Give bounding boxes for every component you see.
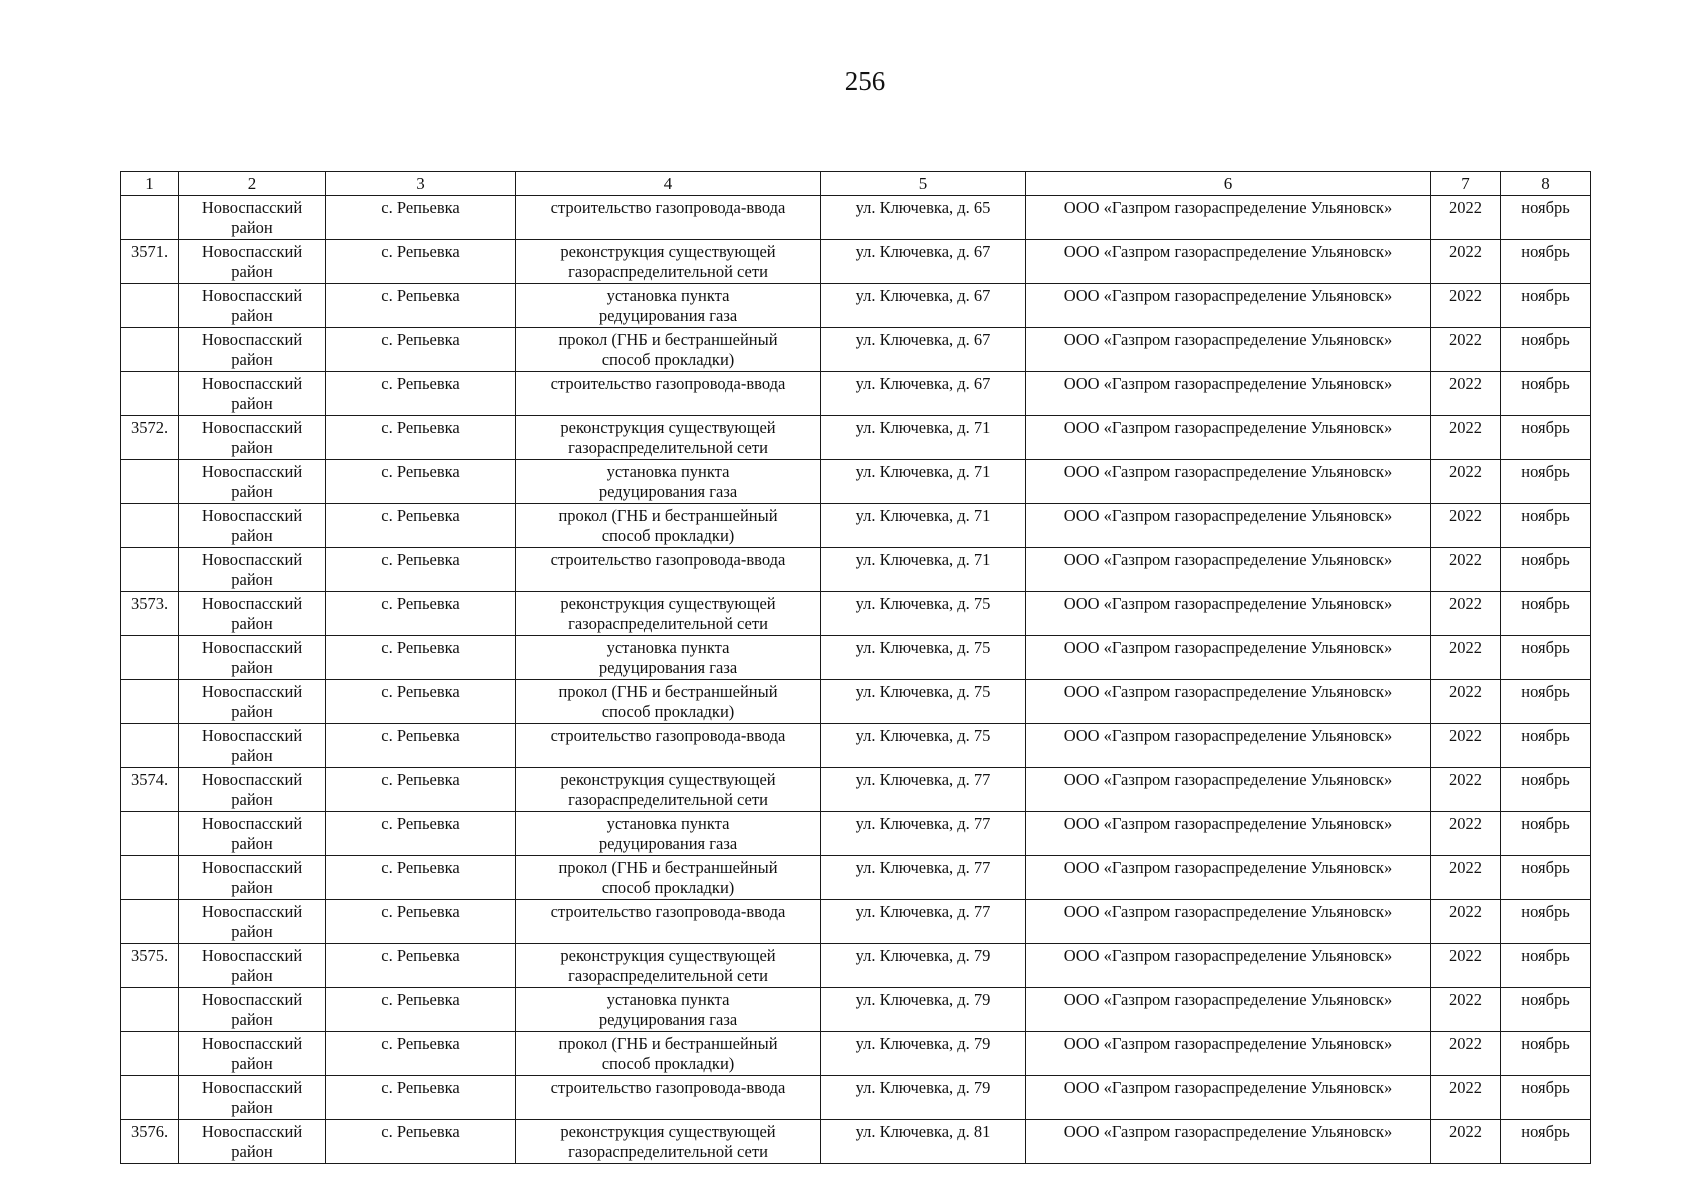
work-type-cell-line: установка пункта <box>606 638 730 657</box>
year-cell: 2022 <box>1431 680 1501 724</box>
month-cell: ноябрь <box>1501 592 1591 636</box>
year-cell: 2022 <box>1431 460 1501 504</box>
work-type-cell-line: прокол (ГНБ и бестраншейный <box>558 330 778 349</box>
month-cell: ноябрь <box>1501 1076 1591 1120</box>
year-cell: 2022 <box>1431 240 1501 284</box>
locality-cell: с. Репьевка <box>326 900 516 944</box>
locality-cell: с. Репьевка <box>326 372 516 416</box>
work-type-cell-line: строительство газопровода-ввода <box>550 902 786 921</box>
work-type-cell-line: реконструкция существующей <box>560 594 776 613</box>
address-cell: ул. Ключевка, д. 67 <box>821 328 1026 372</box>
district-cell-line: район <box>231 1054 273 1073</box>
address-cell: ул. Ключевка, д. 75 <box>821 724 1026 768</box>
column-header: 8 <box>1501 172 1591 196</box>
district-cell-line: Новоспасский <box>201 990 303 1009</box>
work-type-cell <box>516 328 821 372</box>
address-cell: ул. Ключевка, д. 79 <box>821 944 1026 988</box>
address-cell: ул. Ключевка, д. 71 <box>821 416 1026 460</box>
work-type-cell-line: газораспределительной сети <box>568 614 768 633</box>
district-cell <box>179 196 326 240</box>
district-cell-line: Новоспасский <box>201 814 303 833</box>
row-number-cell <box>121 196 179 240</box>
district-cell <box>179 1076 326 1120</box>
organization-cell: ООО «Газпром газораспределение Ульяновск» <box>1026 504 1431 548</box>
column-header: 7 <box>1431 172 1501 196</box>
work-type-cell-line: строительство газопровода-ввода <box>550 1078 786 1097</box>
row-number-cell <box>121 328 179 372</box>
district-cell-line: Новоспасский <box>201 462 303 481</box>
row-number-cell <box>121 988 179 1032</box>
month-cell: ноябрь <box>1501 372 1591 416</box>
year-cell: 2022 <box>1431 504 1501 548</box>
locality-cell: с. Репьевка <box>326 812 516 856</box>
year-cell: 2022 <box>1431 768 1501 812</box>
district-cell-line: Новоспасский <box>201 638 303 657</box>
column-header: 1 <box>121 172 179 196</box>
district-cell-line: район <box>231 262 273 281</box>
address-cell: ул. Ключевка, д. 67 <box>821 240 1026 284</box>
address-cell: ул. Ключевка, д. 81 <box>821 1120 1026 1164</box>
address-cell: ул. Ключевка, д. 77 <box>821 900 1026 944</box>
organization-cell: ООО «Газпром газораспределение Ульяновск» <box>1026 196 1431 240</box>
district-cell-line: район <box>231 570 273 589</box>
month-cell: ноябрь <box>1501 548 1591 592</box>
row-number-cell: 3572. <box>121 416 179 460</box>
address-cell: ул. Ключевка, д. 77 <box>821 812 1026 856</box>
work-type-cell-line: газораспределительной сети <box>568 1142 768 1161</box>
year-cell: 2022 <box>1431 812 1501 856</box>
year-cell: 2022 <box>1431 328 1501 372</box>
table-row <box>121 196 1591 240</box>
work-type-cell-line: газораспределительной сети <box>568 438 768 457</box>
work-type-cell <box>516 284 821 328</box>
work-type-cell-line: редуцирования газа <box>598 482 738 501</box>
work-type-cell <box>516 460 821 504</box>
work-type-cell <box>516 372 821 416</box>
address-cell: ул. Ключевка, д. 65 <box>821 196 1026 240</box>
table-row <box>121 240 1591 284</box>
district-cell-line: район <box>231 614 273 633</box>
locality-cell: с. Репьевка <box>326 504 516 548</box>
table-row <box>121 548 1591 592</box>
district-cell <box>179 812 326 856</box>
month-cell: ноябрь <box>1501 240 1591 284</box>
district-cell-line: район <box>231 1010 273 1029</box>
district-cell-line: район <box>231 394 273 413</box>
month-cell: ноябрь <box>1501 460 1591 504</box>
work-type-cell-line: реконструкция существующей <box>560 1122 776 1141</box>
address-cell: ул. Ключевка, д. 67 <box>821 284 1026 328</box>
work-type-cell <box>516 680 821 724</box>
district-cell-line: Новоспасский <box>201 330 303 349</box>
district-cell <box>179 460 326 504</box>
work-type-cell <box>516 548 821 592</box>
district-cell <box>179 900 326 944</box>
district-cell <box>179 724 326 768</box>
district-cell <box>179 284 326 328</box>
district-cell-line: Новоспасский <box>201 550 303 569</box>
district-cell <box>179 1032 326 1076</box>
locality-cell: с. Репьевка <box>326 1120 516 1164</box>
locality-cell: с. Репьевка <box>326 768 516 812</box>
table-row <box>121 680 1591 724</box>
district-cell-line: Новоспасский <box>201 286 303 305</box>
page-number: 256 <box>844 66 886 96</box>
work-type-cell-line: реконструкция существующей <box>560 770 776 789</box>
organization-cell: ООО «Газпром газораспределение Ульяновск» <box>1026 680 1431 724</box>
year-cell: 2022 <box>1431 944 1501 988</box>
district-cell <box>179 636 326 680</box>
year-cell: 2022 <box>1431 372 1501 416</box>
work-type-cell-line: установка пункта <box>606 990 730 1009</box>
month-cell: ноябрь <box>1501 988 1591 1032</box>
organization-cell: ООО «Газпром газораспределение Ульяновск» <box>1026 372 1431 416</box>
work-type-cell-line: прокол (ГНБ и бестраншейный <box>558 1034 778 1053</box>
district-cell <box>179 944 326 988</box>
work-type-cell <box>516 856 821 900</box>
district-cell-line: Новоспасский <box>201 682 303 701</box>
work-type-cell-line: реконструкция существующей <box>560 242 776 261</box>
row-number-cell <box>121 900 179 944</box>
district-cell-line: Новоспасский <box>201 726 303 745</box>
work-type-cell <box>516 1032 821 1076</box>
work-type-cell-line: газораспределительной сети <box>568 966 768 985</box>
work-type-cell-line: способ прокладки) <box>601 350 735 369</box>
district-cell-line: район <box>231 702 273 721</box>
work-type-cell <box>516 504 821 548</box>
district-cell-line: Новоспасский <box>201 902 303 921</box>
address-cell: ул. Ключевка, д. 75 <box>821 636 1026 680</box>
row-number-cell: 3573. <box>121 592 179 636</box>
month-cell: ноябрь <box>1501 812 1591 856</box>
work-type-cell <box>516 900 821 944</box>
work-type-cell <box>516 636 821 680</box>
work-type-cell <box>516 768 821 812</box>
work-type-cell <box>516 592 821 636</box>
table-row <box>121 812 1591 856</box>
month-cell: ноябрь <box>1501 284 1591 328</box>
table-row <box>121 1120 1591 1164</box>
organization-cell: ООО «Газпром газораспределение Ульяновск» <box>1026 900 1431 944</box>
row-number-cell <box>121 504 179 548</box>
work-type-cell <box>516 1120 821 1164</box>
organization-cell: ООО «Газпром газораспределение Ульяновск» <box>1026 768 1431 812</box>
district-cell <box>179 680 326 724</box>
month-cell: ноябрь <box>1501 504 1591 548</box>
locality-cell: с. Репьевка <box>326 680 516 724</box>
address-cell: ул. Ключевка, д. 75 <box>821 680 1026 724</box>
row-number-cell: 3571. <box>121 240 179 284</box>
organization-cell: ООО «Газпром газораспределение Ульяновск» <box>1026 944 1431 988</box>
month-cell: ноябрь <box>1501 636 1591 680</box>
work-type-cell-line: прокол (ГНБ и бестраншейный <box>558 858 778 877</box>
district-cell-line: Новоспасский <box>201 242 303 261</box>
work-type-cell-line: газораспределительной сети <box>568 790 768 809</box>
year-cell: 2022 <box>1431 196 1501 240</box>
year-cell: 2022 <box>1431 548 1501 592</box>
district-cell <box>179 328 326 372</box>
year-cell: 2022 <box>1431 416 1501 460</box>
year-cell: 2022 <box>1431 1032 1501 1076</box>
work-type-cell-line: редуцирования газа <box>598 658 738 677</box>
district-cell-line: район <box>231 218 273 237</box>
district-cell-line: район <box>231 922 273 941</box>
organization-cell: ООО «Газпром газораспределение Ульяновск» <box>1026 548 1431 592</box>
work-type-cell-line: установка пункта <box>606 286 730 305</box>
row-number-cell: 3576. <box>121 1120 179 1164</box>
column-header: 3 <box>326 172 516 196</box>
table-row <box>121 504 1591 548</box>
work-type-cell-line: редуцирования газа <box>598 306 738 325</box>
row-number-cell <box>121 460 179 504</box>
table-row <box>121 416 1591 460</box>
district-cell-line: Новоспасский <box>201 1034 303 1053</box>
district-cell-line: район <box>231 482 273 501</box>
year-cell: 2022 <box>1431 636 1501 680</box>
table-row <box>121 900 1591 944</box>
district-cell-line: район <box>231 966 273 985</box>
table-row <box>121 460 1591 504</box>
works-table <box>120 171 1591 1164</box>
work-type-cell <box>516 812 821 856</box>
work-type-cell <box>516 1076 821 1120</box>
row-number-cell <box>121 636 179 680</box>
district-cell <box>179 504 326 548</box>
row-number-cell <box>121 1076 179 1120</box>
work-type-cell <box>516 196 821 240</box>
district-cell <box>179 240 326 284</box>
organization-cell: ООО «Газпром газораспределение Ульяновск» <box>1026 328 1431 372</box>
work-type-cell-line: установка пункта <box>606 814 730 833</box>
district-cell-line: Новоспасский <box>201 946 303 965</box>
month-cell: ноябрь <box>1501 196 1591 240</box>
column-header: 6 <box>1026 172 1431 196</box>
work-type-cell-line: прокол (ГНБ и бестраншейный <box>558 682 778 701</box>
district-cell-line: район <box>231 526 273 545</box>
organization-cell: ООО «Газпром газораспределение Ульяновск» <box>1026 724 1431 768</box>
district-cell <box>179 856 326 900</box>
row-number-cell <box>121 548 179 592</box>
work-type-cell <box>516 416 821 460</box>
work-type-cell-line: реконструкция существующей <box>560 418 776 437</box>
locality-cell: с. Репьевка <box>326 724 516 768</box>
district-cell-line: Новоспасский <box>201 198 303 217</box>
locality-cell: с. Репьевка <box>326 856 516 900</box>
work-type-cell-line: редуцирования газа <box>598 834 738 853</box>
work-type-cell-line: строительство газопровода-ввода <box>550 198 786 217</box>
district-cell <box>179 592 326 636</box>
organization-cell: ООО «Газпром газораспределение Ульяновск» <box>1026 416 1431 460</box>
year-cell: 2022 <box>1431 592 1501 636</box>
locality-cell: с. Репьевка <box>326 592 516 636</box>
district-cell-line: Новоспасский <box>201 418 303 437</box>
locality-cell: с. Репьевка <box>326 988 516 1032</box>
year-cell: 2022 <box>1431 1120 1501 1164</box>
table-row <box>121 1076 1591 1120</box>
district-cell-line: район <box>231 1142 273 1161</box>
locality-cell: с. Репьевка <box>326 636 516 680</box>
column-header: 4 <box>516 172 821 196</box>
locality-cell: с. Репьевка <box>326 1032 516 1076</box>
month-cell: ноябрь <box>1501 724 1591 768</box>
work-type-cell <box>516 944 821 988</box>
month-cell: ноябрь <box>1501 328 1591 372</box>
work-type-cell-line: реконструкция существующей <box>560 946 776 965</box>
year-cell: 2022 <box>1431 1076 1501 1120</box>
district-cell <box>179 416 326 460</box>
district-cell-line: район <box>231 746 273 765</box>
district-cell-line: Новоспасский <box>201 858 303 877</box>
address-cell: ул. Ключевка, д. 77 <box>821 768 1026 812</box>
district-cell-line: Новоспасский <box>201 770 303 789</box>
month-cell: ноябрь <box>1501 856 1591 900</box>
row-number-cell <box>121 1032 179 1076</box>
organization-cell: ООО «Газпром газораспределение Ульяновск» <box>1026 240 1431 284</box>
organization-cell: ООО «Газпром газораспределение Ульяновск» <box>1026 284 1431 328</box>
month-cell: ноябрь <box>1501 900 1591 944</box>
work-type-cell-line: редуцирования газа <box>598 1010 738 1029</box>
district-cell <box>179 768 326 812</box>
district-cell-line: Новоспасский <box>201 1078 303 1097</box>
table-row <box>121 372 1591 416</box>
district-cell-line: район <box>231 878 273 897</box>
district-cell-line: район <box>231 658 273 677</box>
address-cell: ул. Ключевка, д. 71 <box>821 548 1026 592</box>
organization-cell: ООО «Газпром газораспределение Ульяновск» <box>1026 1076 1431 1120</box>
district-cell-line: район <box>231 834 273 853</box>
table-row <box>121 636 1591 680</box>
month-cell: ноябрь <box>1501 680 1591 724</box>
organization-cell: ООО «Газпром газораспределение Ульяновск» <box>1026 812 1431 856</box>
work-type-cell-line: способ прокладки) <box>601 526 735 545</box>
table-row <box>121 1032 1591 1076</box>
row-number-cell <box>121 372 179 416</box>
work-type-cell-line: строительство газопровода-ввода <box>550 374 786 393</box>
locality-cell: с. Репьевка <box>326 416 516 460</box>
month-cell: ноябрь <box>1501 944 1591 988</box>
year-cell: 2022 <box>1431 988 1501 1032</box>
column-header: 2 <box>179 172 326 196</box>
address-cell: ул. Ключевка, д. 71 <box>821 504 1026 548</box>
district-cell-line: район <box>231 306 273 325</box>
district-cell-line: район <box>231 790 273 809</box>
table-row <box>121 988 1591 1032</box>
year-cell: 2022 <box>1431 284 1501 328</box>
locality-cell: с. Репьевка <box>326 548 516 592</box>
table-row <box>121 768 1591 812</box>
address-cell: ул. Ключевка, д. 67 <box>821 372 1026 416</box>
locality-cell: с. Репьевка <box>326 328 516 372</box>
district-cell <box>179 988 326 1032</box>
row-number-cell <box>121 284 179 328</box>
row-number-cell <box>121 724 179 768</box>
table-row <box>121 724 1591 768</box>
month-cell: ноябрь <box>1501 416 1591 460</box>
organization-cell: ООО «Газпром газораспределение Ульяновск» <box>1026 1120 1431 1164</box>
work-type-cell <box>516 988 821 1032</box>
work-type-cell-line: строительство газопровода-ввода <box>550 550 786 569</box>
district-cell-line: район <box>231 438 273 457</box>
work-type-cell-line: прокол (ГНБ и бестраншейный <box>558 506 778 525</box>
organization-cell: ООО «Газпром газораспределение Ульяновск» <box>1026 636 1431 680</box>
row-number-cell <box>121 856 179 900</box>
year-cell: 2022 <box>1431 900 1501 944</box>
table-row <box>121 856 1591 900</box>
locality-cell: с. Репьевка <box>326 240 516 284</box>
column-number-row <box>121 172 1591 196</box>
organization-cell: ООО «Газпром газораспределение Ульяновск» <box>1026 988 1431 1032</box>
table-body <box>121 196 1591 1164</box>
work-type-cell-line: строительство газопровода-ввода <box>550 726 786 745</box>
address-cell: ул. Ключевка, д. 77 <box>821 856 1026 900</box>
month-cell: ноябрь <box>1501 1032 1591 1076</box>
district-cell-line: район <box>231 1098 273 1117</box>
year-cell: 2022 <box>1431 724 1501 768</box>
month-cell: ноябрь <box>1501 1120 1591 1164</box>
work-type-cell-line: способ прокладки) <box>601 702 735 721</box>
district-cell <box>179 1120 326 1164</box>
address-cell: ул. Ключевка, д. 75 <box>821 592 1026 636</box>
locality-cell: с. Репьевка <box>326 1076 516 1120</box>
column-header: 5 <box>821 172 1026 196</box>
district-cell <box>179 372 326 416</box>
address-cell: ул. Ключевка, д. 79 <box>821 1076 1026 1120</box>
locality-cell: с. Репьевка <box>326 944 516 988</box>
row-number-cell <box>121 812 179 856</box>
row-number-cell: 3574. <box>121 768 179 812</box>
locality-cell: с. Репьевка <box>326 460 516 504</box>
table-row <box>121 284 1591 328</box>
table-row <box>121 328 1591 372</box>
organization-cell: ООО «Газпром газораспределение Ульяновск» <box>1026 460 1431 504</box>
row-number-cell: 3575. <box>121 944 179 988</box>
address-cell: ул. Ключевка, д. 79 <box>821 988 1026 1032</box>
table-row <box>121 592 1591 636</box>
locality-cell: с. Репьевка <box>326 196 516 240</box>
work-type-cell-line: способ прокладки) <box>601 878 735 897</box>
year-cell: 2022 <box>1431 856 1501 900</box>
organization-cell: ООО «Газпром газораспределение Ульяновск» <box>1026 856 1431 900</box>
district-cell <box>179 548 326 592</box>
work-type-cell-line: установка пункта <box>606 462 730 481</box>
address-cell: ул. Ключевка, д. 71 <box>821 460 1026 504</box>
work-type-cell <box>516 724 821 768</box>
organization-cell: ООО «Газпром газораспределение Ульяновск» <box>1026 1032 1431 1076</box>
locality-cell: с. Репьевка <box>326 284 516 328</box>
work-type-cell-line: газораспределительной сети <box>568 262 768 281</box>
district-cell-line: Новоспасский <box>201 374 303 393</box>
district-cell-line: Новоспасский <box>201 594 303 613</box>
district-cell-line: Новоспасский <box>201 1122 303 1141</box>
work-type-cell <box>516 240 821 284</box>
organization-cell: ООО «Газпром газораспределение Ульяновск» <box>1026 592 1431 636</box>
row-number-cell <box>121 680 179 724</box>
district-cell-line: Новоспасский <box>201 506 303 525</box>
table-row <box>121 944 1591 988</box>
district-cell-line: район <box>231 350 273 369</box>
work-type-cell-line: способ прокладки) <box>601 1054 735 1073</box>
month-cell: ноябрь <box>1501 768 1591 812</box>
address-cell: ул. Ключевка, д. 79 <box>821 1032 1026 1076</box>
